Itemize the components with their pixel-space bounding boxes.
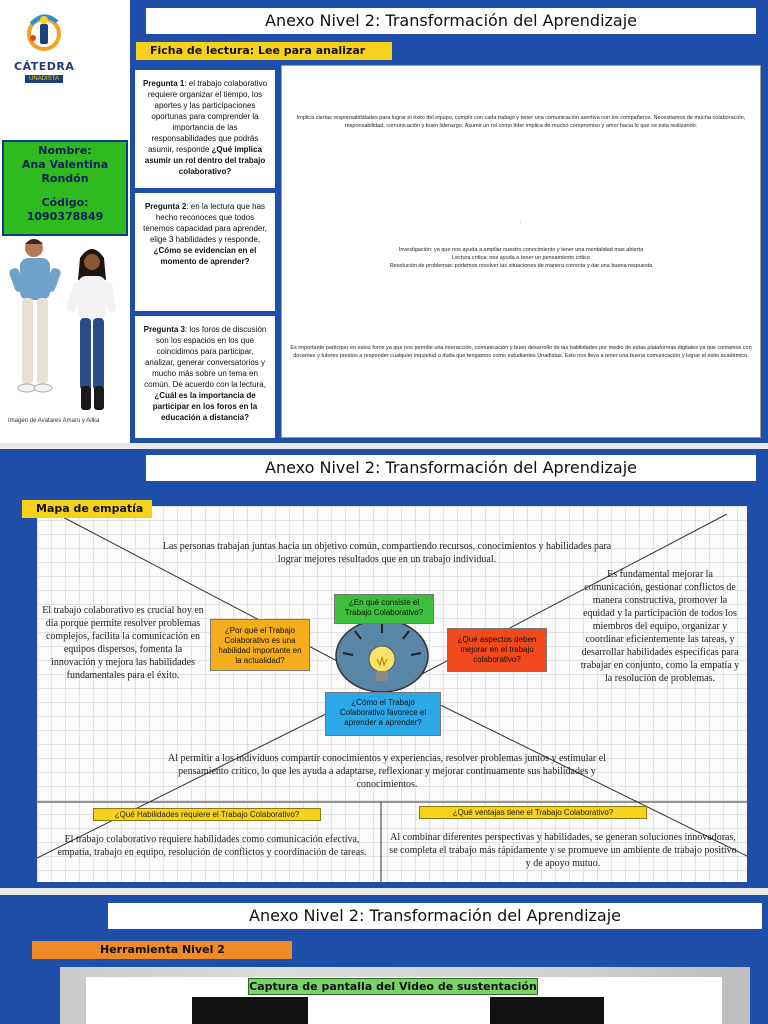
- question-1-bold: ¿Qué implica asumir un rol dentro del trabajo colaborativo?: [144, 145, 266, 176]
- video-thumbnail-right: [490, 997, 604, 1024]
- answer-2: [290, 246, 752, 270]
- slide-empathy-map: [0, 449, 768, 888]
- name-label: Nombre:: [38, 144, 92, 157]
- question-1-label: Pregunta 1: [142, 79, 185, 88]
- name-line-2: Rondón: [41, 172, 89, 185]
- slide2-title: Anexo Nivel 2: Transformación del Aprendizaje: [146, 455, 756, 481]
- advantages-question-tag: ¿Qué ventajas tiene el Trabajo Colaborativo?: [419, 806, 647, 819]
- slide-reading-sheet: [0, 0, 768, 443]
- question-2-bold: ¿Cómo se evidencian en el momento de aprender?: [153, 246, 257, 266]
- answers-area: [281, 65, 761, 438]
- question-right-tag: ¿Qué aspectos deben mejorar en el trabajo colaborativo?: [447, 628, 547, 672]
- empathy-map-tag: Mapa de empatía: [22, 500, 152, 518]
- reading-sheet-tag: Ficha de lectura: Lee para analizar: [136, 42, 392, 60]
- answer-2-line-1: Investigación: ya que nos ayuda a ampliar nuestro conocimiento y tener una mentalidad mas abierta: [398, 247, 644, 253]
- left-panel: [0, 0, 130, 443]
- question-3: [135, 316, 275, 438]
- question-2-label: Pregunta 2: [144, 202, 187, 211]
- slide1-title: Anexo Nivel 2: Transformación del Aprendizaje: [146, 8, 756, 34]
- question-2: [135, 193, 275, 311]
- answer-2-line-2: Lectura critica: nos ayuda a tener un pensamiento critico: [452, 255, 590, 261]
- skills-question-tag: ¿Qué Habilidades requiere el Trabajo Colaborativo?: [93, 808, 321, 821]
- empathy-right-text: Es fundamental mejorar la comunicación, gestionar conflictos de manera constructiva, promover la equidad y la participación de todos los miembros del equipo, organizar y coordinar eficientemente las tareas, y desarrollar habilidades específicas para trabajar en conjunto, como la empatía y la resolución de problemas.: [580, 569, 740, 684]
- avatars-image: [8, 236, 126, 414]
- empathy-top-text: Las personas trabajan juntas hacia un objetivo común, compartiendo recursos, conocimientos y habilidades para lograr mejores resultados que en un trabajo individual.: [162, 541, 612, 565]
- tool-level-tag: Herramienta Nivel 2: [32, 941, 292, 959]
- question-3-text: : los foros de discusión son los espacios en los que coincidimos para participar, analizar, generar conversatorios y mucho más sobre un tema en común. De acuerdo con la lectura,: [144, 325, 267, 389]
- slide3-title: Anexo Nivel 2: Transformación del Aprendizaje: [108, 903, 762, 929]
- question-3-bold: ¿Cuál es la importancia de participar en los foros en la educación a distancia?: [152, 391, 258, 422]
- skills-answer-text: El trabajo colaborativo requiere habilidades como comunicación efectiva, empatía, trabajo en equipo, resolución de conflictos y coordinación de tareas.: [57, 834, 367, 858]
- question-2-text: : en la lectura que has hecho reconoces que todos tenemos capacidad para aprender, elige 3 habilidades y responde,: [143, 202, 267, 244]
- question-1: [135, 70, 275, 188]
- answer-2-dot: .: [520, 219, 522, 225]
- question-center-tag: ¿En qué consiste el Trabajo Colaborativo?: [334, 594, 434, 624]
- question-bottom-tag: ¿Cómo el Trabajo Colaborativo favorece el aprender a aprender?: [325, 692, 441, 736]
- code-label: Código:: [41, 196, 89, 209]
- code-value: 1090378849: [26, 210, 104, 223]
- logo-title: CÁTEDRA: [14, 60, 75, 73]
- catedra-logo: [14, 10, 74, 98]
- answer-1: Implica ciertas responsabilidades para lograr el éxito del equipo, cumplir con cada trabajo y tener una comunicación asertiva con los compañeros. Necesitamos de mucha colaboración, responsabilidad, comunicación y buen liderazgo. Asumir un rol como líder implica de mucho compromiso y amor hacia lo que se esta realizando.: [296, 115, 746, 129]
- answer-3: Es importante participar en estos foros ya que nos permite una interacción, comunicación y buen desarrollo de las habilidades por medio de estas plataformas digitales ya que contamos con docentes y tutores prestos a responder cualquier inquietud o duda que tengamos como estudiantes Unadistas. Esto nos lleva a tener una buena comunicación y lograr el éxito académico.: [290, 345, 752, 359]
- empathy-left-text: El trabajo colaborativo es crucial hoy en día porque permite resolver problemas complejos, facilita la comunicación en equipos dispersos, fomenta la innovación y mejora las habilidades fundamentales para el éxito.: [42, 605, 204, 681]
- slide-tool: [0, 895, 768, 1024]
- lightbulb-icon: [335, 619, 429, 693]
- video-thumbnail-left: [192, 997, 308, 1024]
- video-capture-tag: Captura de pantalla del Video de sustentación: [249, 980, 537, 993]
- empathy-bottom-text: Al permitir a los individuos compartir conocimientos y experiencias, resolver problemas juntos y estimular el pensamiento crítico, lo que les ayuda a adaptarse, reflexionar y mejorar continuamente sus habilidades y conocimientos.: [168, 753, 606, 790]
- avatar-caption: Imagen de Avatares Amaru y Allka: [8, 418, 100, 424]
- logo-subtitle: UNADISTA: [25, 75, 63, 83]
- question-3-label: Pregunta 3: [143, 325, 185, 334]
- question-left-tag: ¿Por qué el Trabajo Colaborativo es una habilidad importante en la actualidad?: [210, 619, 310, 671]
- name-line-1: Ana Valentina: [21, 158, 109, 171]
- empathy-map-panel: [37, 506, 747, 882]
- answer-2-line-3: Resolución de problemas: podemos resolver las situaciones de manera correcta y dar una buena respuesta: [389, 263, 653, 269]
- student-info: [2, 140, 128, 236]
- logo-mark-icon: [21, 10, 67, 56]
- question-1-text: : el trabajo colaborativo requiere organizar el tiempo, los aportes y las participaciones oportunas para comprender la importancia de las responsabilidades que podrás asumir, responde: [147, 79, 268, 154]
- advantages-answer-text: Al combinar diferentes perspectivas y habilidades, se generan soluciones innovadoras, se completa el trabajo más rápidamente y se promueve un ambiente de trabajo positivo y de apoyo mutuo.: [389, 832, 737, 869]
